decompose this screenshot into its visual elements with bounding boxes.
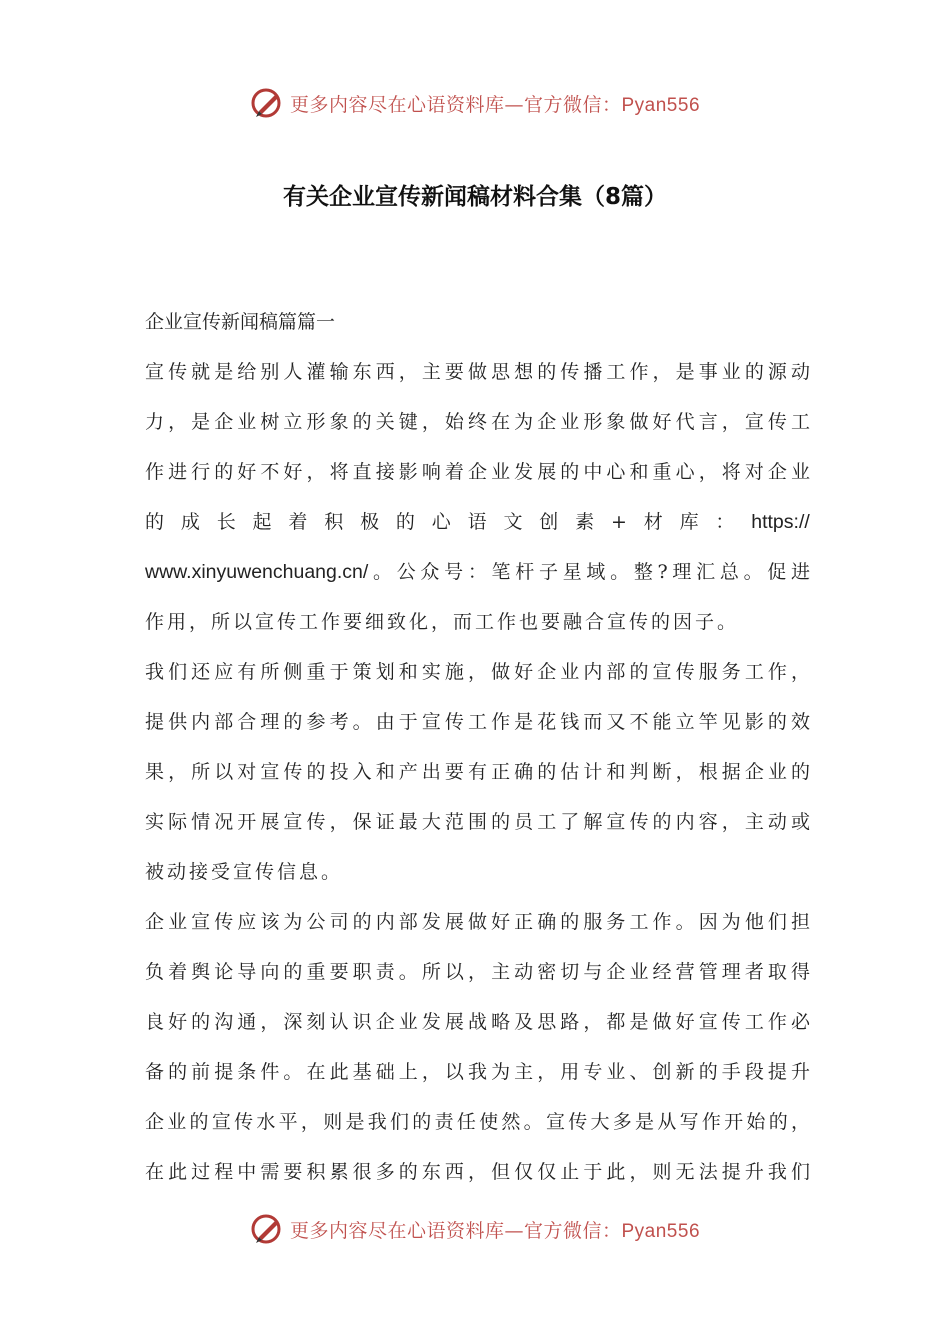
paragraph-line: 实际情况开展宣传，保证最大范围的员工了解宣传的内容，主动或 — [145, 811, 810, 833]
paragraph-line: 企业的宣传水平，则是我们的责任使然。宣传大多是从写作开始的， — [145, 1111, 810, 1133]
section-heading: 企业宣传新闻稿篇篇一 — [145, 311, 336, 333]
paragraph-line: 作进行的好不好，将直接影响着企业发展的中心和重心，将对企业 — [145, 461, 810, 483]
paragraph-line: 果，所以对宣传的投入和产出要有正确的估计和判断，根据企业的 — [145, 761, 810, 783]
paragraph-line-spread: 的 成 长 起 着 积 极 的 心 语 文 创 素 + 材 库 ： https:// — [145, 511, 810, 533]
pen-logo-icon — [250, 1212, 284, 1246]
banner-text: 更多内容尽在心语资料库—官方微信：Pyan556 — [289, 93, 701, 116]
pen-logo-icon — [250, 86, 284, 120]
paragraph-line: 力，是企业树立形象的关键，始终在为企业形象做好代言，宣传工 — [145, 411, 810, 433]
paragraph-line: 负着舆论导向的重要职责。所以，主动密切与企业经营管理者取得 — [145, 961, 810, 983]
paragraph-line: 良好的沟通，深刻认识企业发展战略及思路，都是做好宣传工作必 — [145, 1011, 810, 1033]
paragraph-line: 提供内部合理的参考。由于宣传工作是花钱而又不能立竿见影的效 — [145, 711, 810, 733]
paragraph-line: 作用，所以宣传工作要细致化，而工作也要融合宣传的因子。 — [145, 611, 740, 633]
banner-text: 更多内容尽在心语资料库—官方微信：Pyan556 — [289, 1219, 701, 1242]
paragraph-line: 在此过程中需要积累很多的东西，但仅仅止于此，则无法提升我们 — [145, 1161, 810, 1183]
paragraph-line: 我们还应有所侧重于策划和实施，做好企业内部的宣传服务工作， — [145, 661, 810, 683]
document-body — [145, 297, 810, 1197]
paragraph-line: www.xinyuwenchuang.cn/。公众号：笔杆子星域。整?理汇总。促进 — [145, 561, 810, 583]
header-banner — [0, 83, 950, 123]
document-title: 有关企业宣传新闻稿材料合集（8篇） — [282, 184, 667, 210]
paragraph-line: 宣传就是给别人灌输东西，主要做思想的传播工作，是事业的源动 — [145, 361, 810, 383]
footer-banner — [0, 1209, 950, 1249]
paragraph-line: 企业宣传应该为公司的内部发展做好正确的服务工作。因为他们担 — [145, 911, 810, 933]
url-text: www.xinyuwenchuang.cn/ — [145, 561, 369, 583]
paragraph-line: 被动接受宣传信息。 — [145, 861, 344, 883]
paragraph-line: 备的前提条件。在此基础上，以我为主，用专业、创新的手段提升 — [145, 1061, 810, 1083]
